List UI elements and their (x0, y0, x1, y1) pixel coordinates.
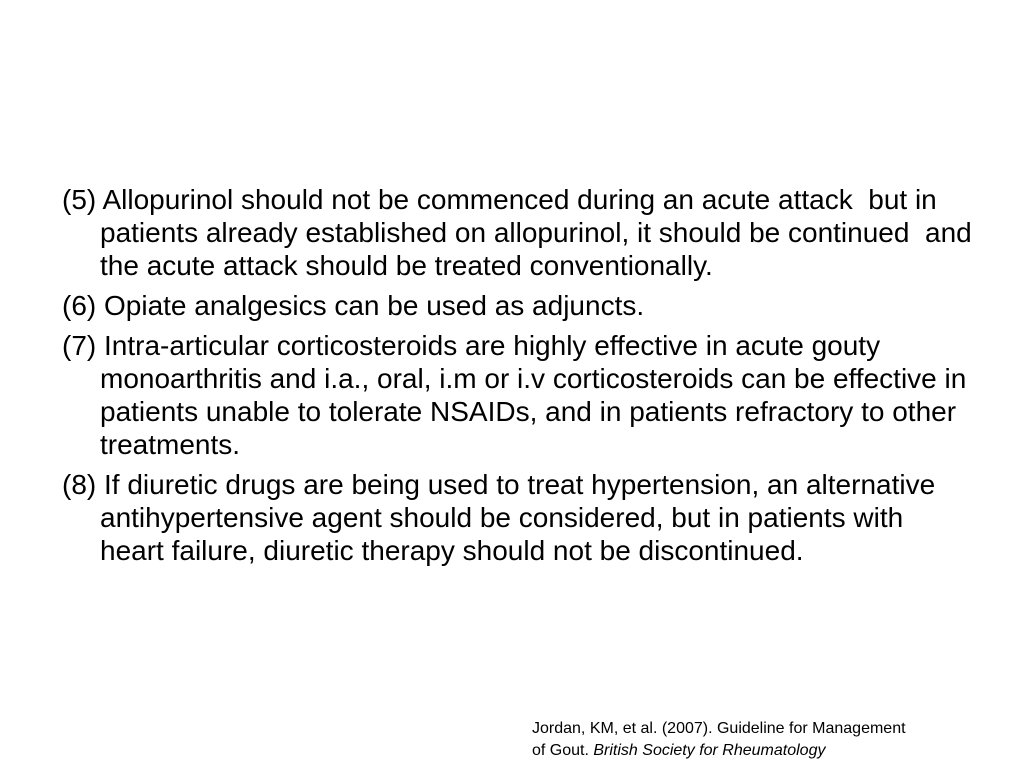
citation (532, 718, 1012, 762)
point-6: (6) Opiate analgesics can be used as adjuncts. (62, 290, 645, 321)
guideline-points (62, 183, 980, 574)
point-5: (5) Allopurinol should not be commenced during an acute attack but in patients already established on allopurinol, it should be continued and the acute attack should be treated conventionally. (62, 184, 980, 281)
citation-line-1: Jordan, KM, et al. (2007). Guideline for Management (532, 720, 906, 737)
citation-prefix: of Gout. (532, 742, 594, 759)
point-7: (7) Intra-articular corticosteroids are highly effective in acute gouty monoarthritis and i.a., oral, i.m or i.v corticosteroids can be effective in patients unable to tolerate NSAIDs, and in patients refractory to other treatments. (62, 330, 975, 460)
point-8: (8) If diuretic drugs are being used to treat hypertension, an alternative antihypertensive agent should be considered, but in patients with heart failure, diuretic therapy should not be discontinued. (62, 469, 943, 566)
citation-journal: British Society for Rheumatology (593, 742, 826, 759)
citation-line-2 (532, 740, 1012, 762)
